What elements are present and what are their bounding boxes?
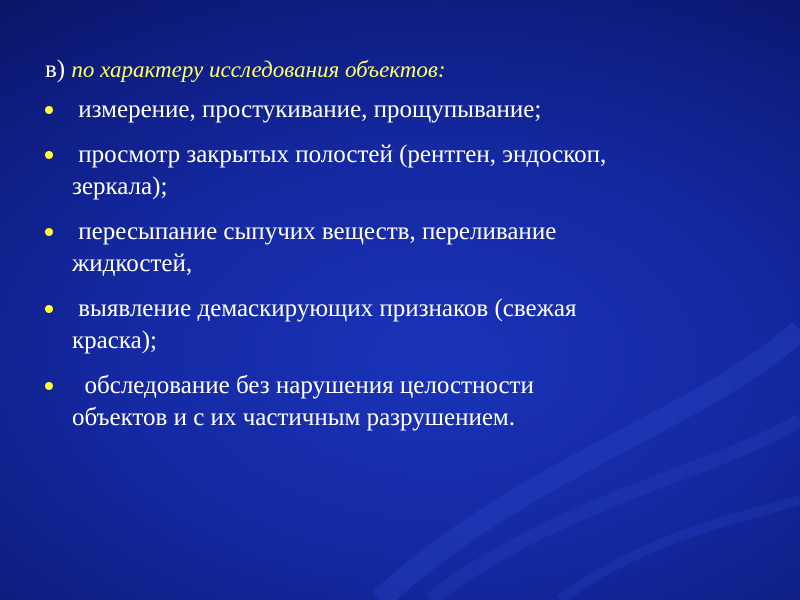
slide-content [45,54,765,447]
bullet-text: выявление демаскирующих признаков (свежая краска); [72,295,577,354]
bullet-list [45,94,765,434]
slide-heading [45,54,765,86]
bullet-text: пересыпание сыпучих веществ, переливание жидкостей, [72,218,557,277]
heading-emphasis: по характеру исследования объектов: [71,57,446,82]
bullet-dot-icon [45,305,53,313]
bullet-item [45,293,765,357]
bullet-item [45,216,765,280]
bullet-text: измерение, простукивание, прощупывание; [72,96,542,123]
bullet-text: обследование без нарушения целостности объектов и с их частичным разрушением. [72,372,534,431]
bullet-dot-icon [45,228,53,236]
bullet-dot-icon [45,151,53,159]
bullet-dot-icon [45,106,53,114]
heading-prefix: в) [45,56,72,83]
bullet-dot-icon [45,382,53,390]
bullet-item [45,94,765,126]
bullet-item [45,139,765,203]
bullet-item [45,370,765,434]
bullet-text: просмотр закрытых полостей (рентген, эндоскоп, зеркала); [72,141,607,200]
